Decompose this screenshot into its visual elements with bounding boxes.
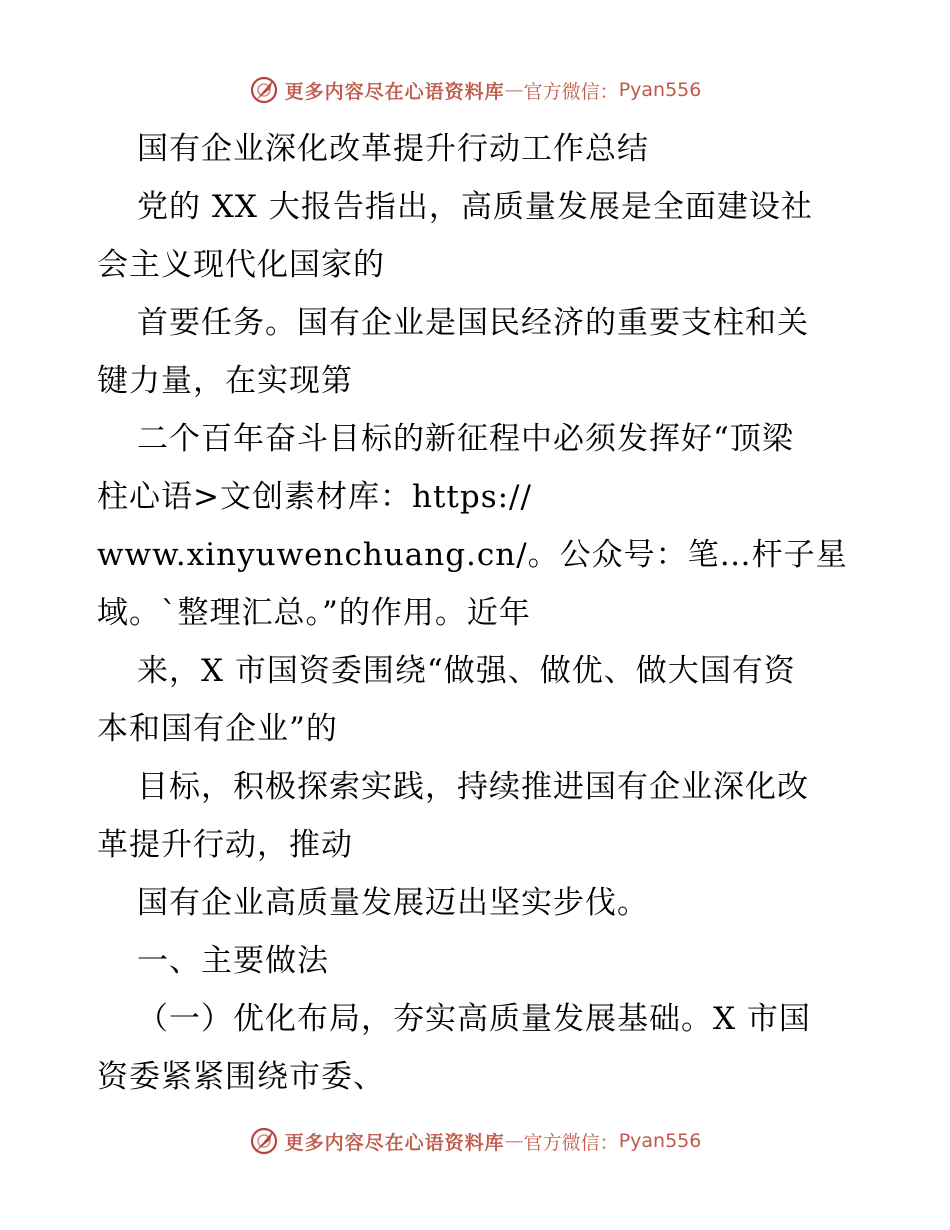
header-watermark <box>0 70 950 110</box>
text-line: 会主义现代化国家的 <box>97 247 385 283</box>
section-heading: 一、主要做法 <box>137 943 329 979</box>
watermark-wechat-label: 官方微信： <box>523 1131 619 1154</box>
text-line: www.xinyuwenchuang.cn/。公众号：笔…杆子星 <box>97 537 848 573</box>
text-line: 域。`整理汇总。”的作用。近年 <box>97 595 531 631</box>
watermark-wechat-id: Pyan556 <box>618 79 702 101</box>
quill-logo-icon <box>249 75 279 105</box>
watermark-wechat-label: 官方微信： <box>523 80 619 103</box>
watermark-main-text: 更多内容尽在心语资料库 <box>284 1131 505 1154</box>
watermark-separator: — <box>504 1130 524 1152</box>
text-line: 本和国有企业”的 <box>97 711 338 747</box>
watermark-separator: — <box>504 79 524 101</box>
text-line: 来，X 市国资委围绕“做强、做优、做大国有资 <box>137 653 796 689</box>
text-line: 目标，积极探索实践，持续推进国有企业深化改 <box>137 769 809 805</box>
subsection-heading: （一）优化布局，夯实高质量发展基础。X 市国 <box>137 1001 811 1037</box>
text-line: 党的 XX 大报告指出，高质量发展是全面建设社 <box>137 189 813 225</box>
text-line: 二个百年奋斗目标的新征程中必须发挥好“顶梁 <box>137 421 794 457</box>
text-line: 柱心语>文创素材库：https:// <box>97 479 532 515</box>
text-line: 资委紧紧围绕市委、 <box>97 1059 385 1095</box>
footer-watermark <box>0 1121 950 1161</box>
text-line: 革提升行动，推动 <box>97 827 353 863</box>
watermark-main-text: 更多内容尽在心语资料库 <box>284 80 505 103</box>
text-line: 首要任务。国有企业是国民经济的重要支柱和关 <box>137 305 809 341</box>
text-line: 键力量，在实现第 <box>97 363 353 399</box>
quill-logo-icon <box>249 1126 279 1156</box>
document-title: 国有企业深化改革提升行动工作总结 <box>137 131 649 167</box>
watermark-wechat-id: Pyan556 <box>618 1130 702 1152</box>
text-line: 国有企业高质量发展迈出坚实步伐。 <box>137 885 649 921</box>
